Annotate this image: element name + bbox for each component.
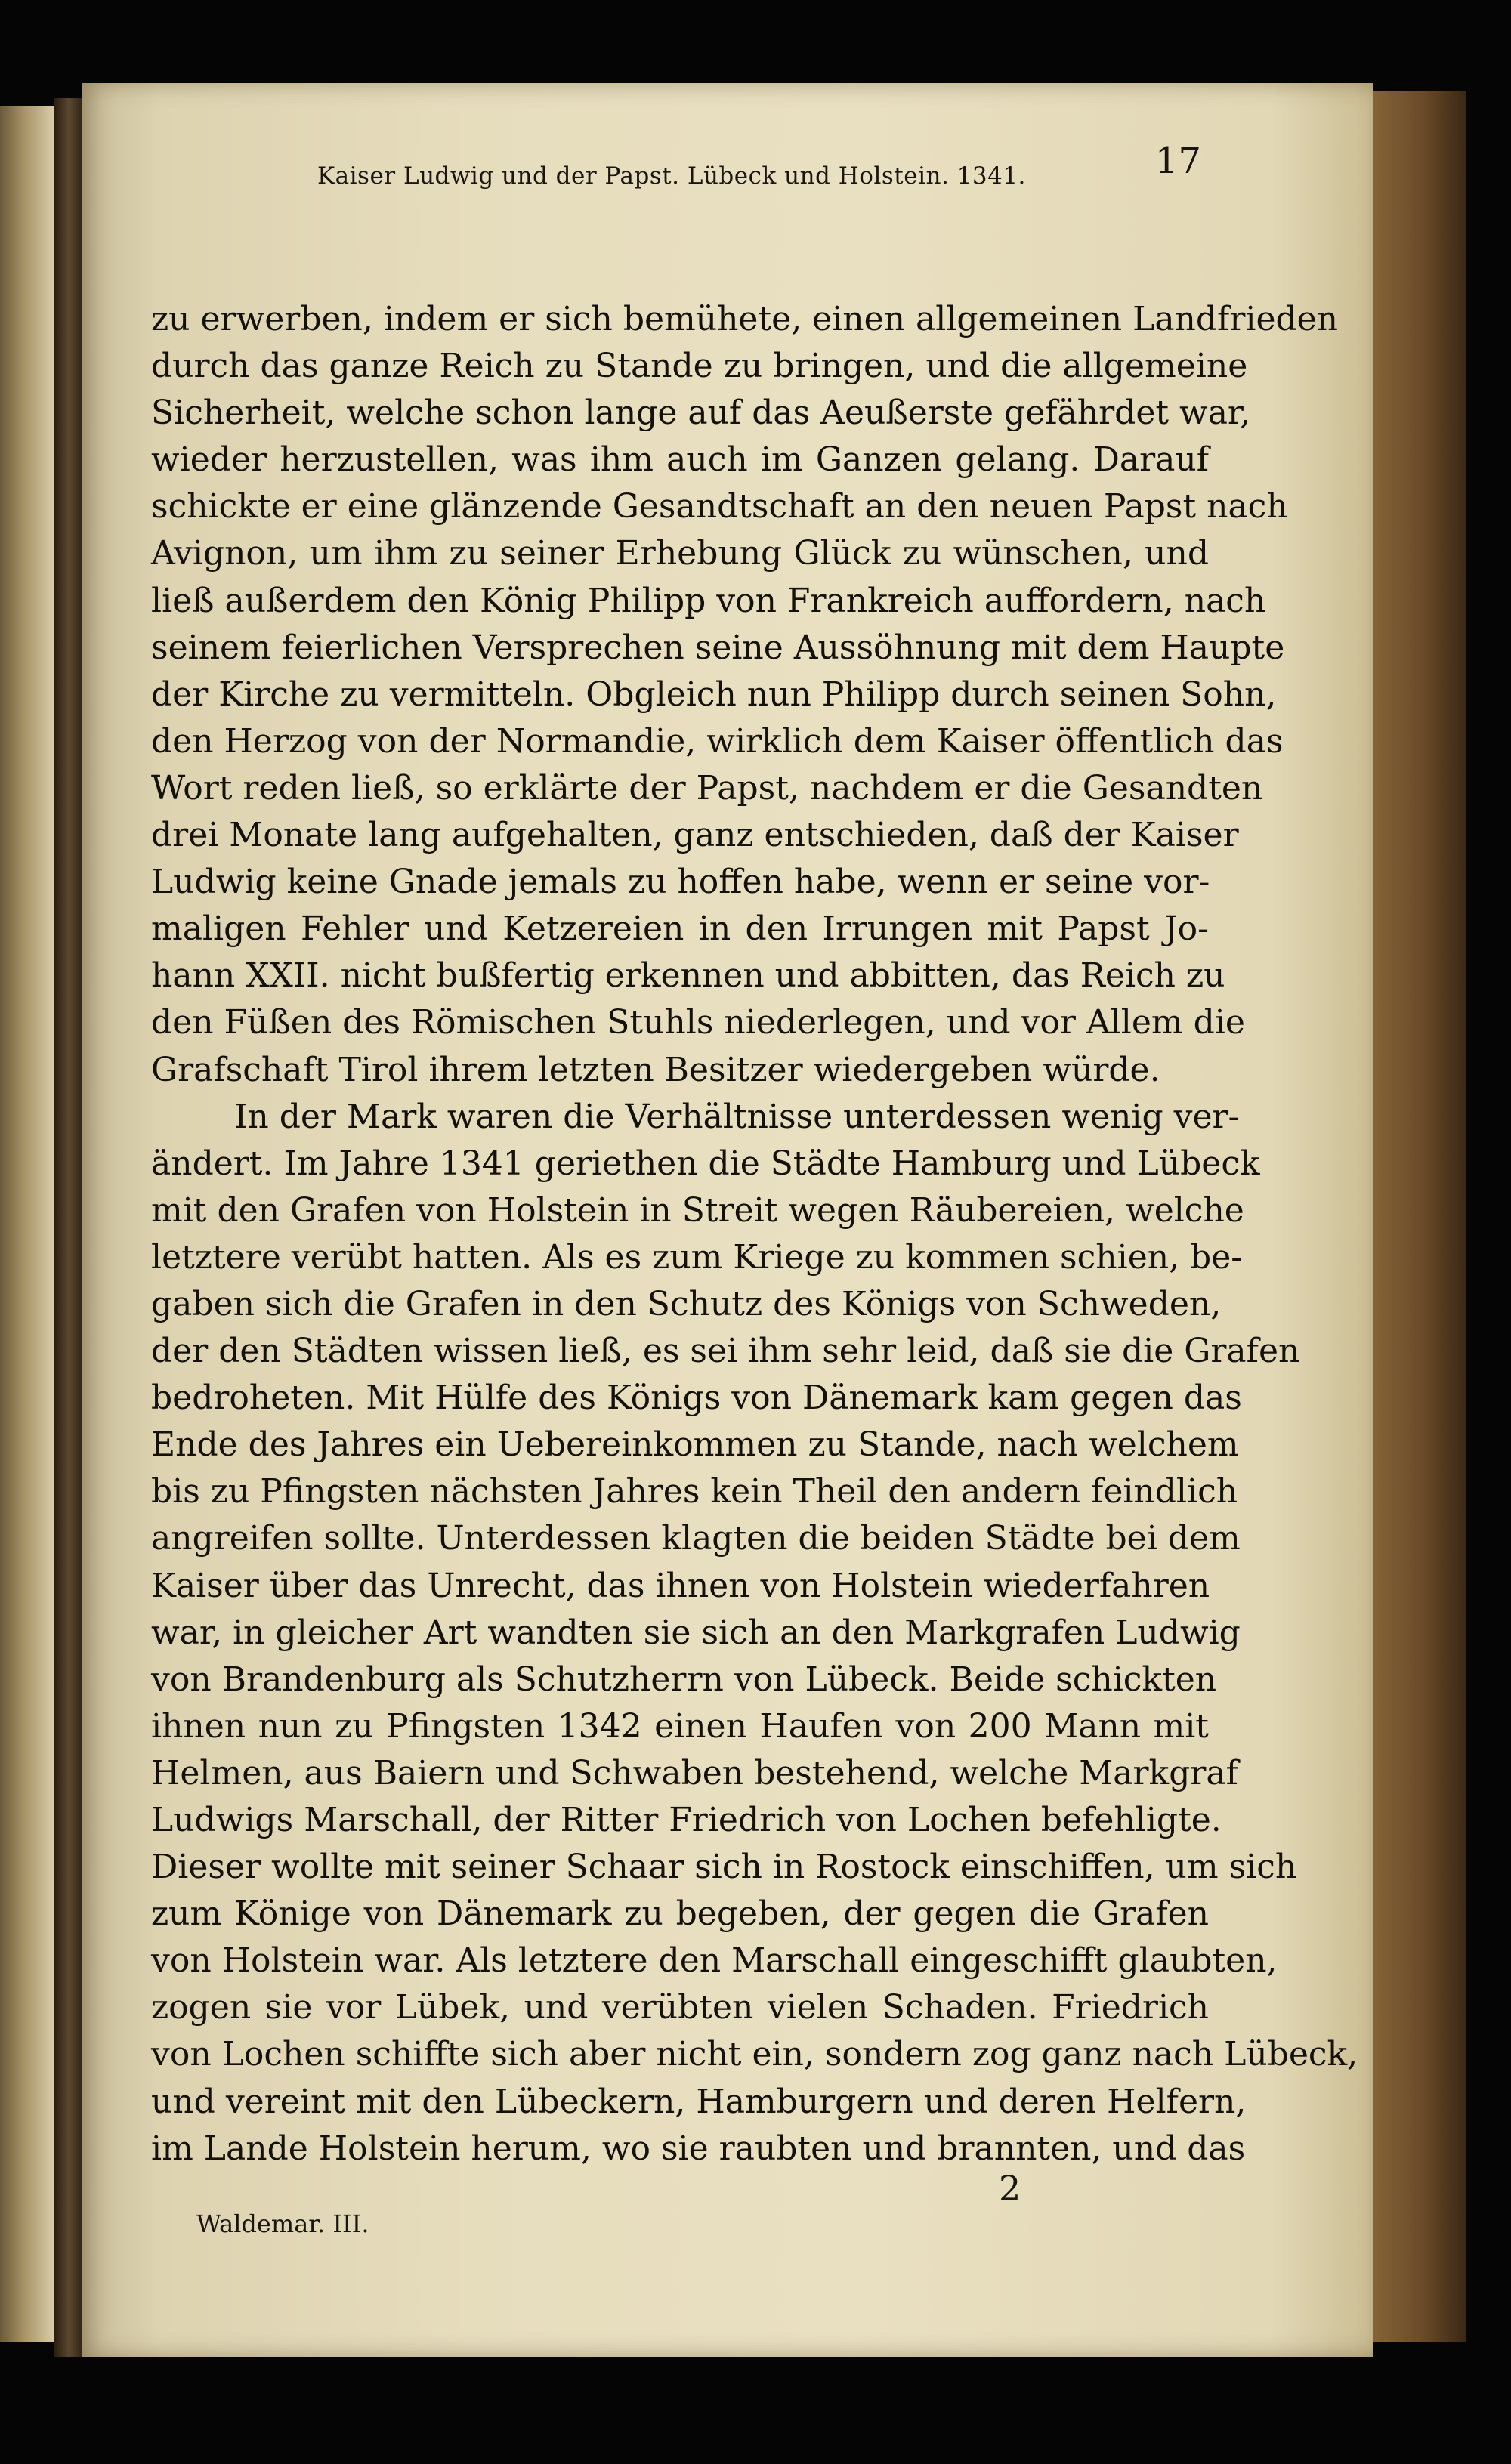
text-line: wieder herzustellen, was ihm auch im Ganzen gelang. Darauf <box>151 440 1209 480</box>
text-line: gaben sich die Grafen in den Schutz des Königs von Schweden, <box>151 1284 1222 1323</box>
text-line: und vereint mit den Lübeckern, Hamburgern und deren Helfern, <box>151 2082 1247 2121</box>
book-gutter <box>54 98 83 2357</box>
text-line: Sicherheit, welche schon lange auf das Aeußerste gefährdet war, <box>151 394 1251 433</box>
text-line-paragraph-end: Grafschaft Tirol ihrem letzten Besitzer wiedergeben würde. <box>151 1050 1160 1089</box>
text-line: zogen sie vor Lübek, und verübten vielen Schaden. Friedrich <box>151 1988 1209 2027</box>
page-number: 17 <box>1154 140 1201 182</box>
text-line: ihnen nun zu Pfingsten 1342 einen Haufen von 200 Mann mit <box>151 1706 1209 1746</box>
text-line: bis zu Pfingsten nächsten Jahres kein Theil den andern feindlich <box>151 1472 1238 1511</box>
text-line: bedroheten. Mit Hülfe des Königs von Dänemark kam gegen das <box>151 1379 1242 1418</box>
text-line: war, in gleicher Art wandten sie sich an den Markgrafen Ludwig <box>151 1613 1241 1652</box>
text-line: Dieser wollte mit seiner Schaar sich in Rostock einschiffen, um sich <box>151 1848 1297 1887</box>
text-line: letztere verübt hatten. Als es zum Kriege zu kommen schien, be- <box>151 1237 1243 1277</box>
text-line: Ludwig keine Gnade jemals zu hoffen habe, wenn er seine vor- <box>151 863 1210 902</box>
text-line: den Füßen des Römischen Stuhls niederlegen, und vor Allem die <box>151 1003 1245 1042</box>
text-line: seinem feierlichen Versprechen seine Aussöhnung mit dem Haupte <box>151 628 1285 667</box>
text-line: maligen Fehler und Ketzereien in den Irrungen mit Papst Jo- <box>151 909 1209 949</box>
text-line: ändert. Im Jahre 1341 geriethen die Städte Hamburg und Lübeck <box>151 1144 1260 1183</box>
text-line: drei Monate lang aufgehalten, ganz entschieden, daß der Kaiser <box>151 816 1239 855</box>
signature-mark: 2 <box>999 2168 1021 2209</box>
text-line: mit den Grafen von Holstein in Streit wegen Räubereien, welche <box>151 1190 1244 1230</box>
text-line: Ludwigs Marschall, der Ritter Friedrich von Lochen befehligte. <box>151 1801 1222 1839</box>
text-line: von Holstein war. Als letztere den Marschall eingeschifft glaubten, <box>151 1941 1278 1981</box>
text-line: Avignon, um ihm zu seiner Erhebung Glück zu wünschen, und <box>151 534 1209 573</box>
text-line: hann XXII. nicht bußfertig erkennen und abbitten, das Reich zu <box>151 956 1225 996</box>
running-head: Kaiser Ludwig und der Papst. Lübeck und Holstein. 1341. <box>317 162 1026 190</box>
body-text <box>151 296 1358 2172</box>
text-line: Kaiser über das Unrecht, das ihnen von Holstein wiederfahren <box>151 1566 1210 1605</box>
text-line: durch das ganze Reich zu Stande zu bringen, und die allgemeine <box>151 347 1248 386</box>
text-line-paragraph-start: In der Mark waren die Verhältnisse unterdessen wenig ver- <box>234 1097 1240 1136</box>
text-line: schickte er eine glänzende Gesandtschaft an den neuen Papst nach <box>151 487 1288 526</box>
text-line: der den Städten wissen ließ, es sei ihm sehr leid, daß sie die Grafen <box>151 1332 1300 1371</box>
page-header <box>249 140 1201 200</box>
text-line: der Kirche zu vermitteln. Obgleich nun Philipp durch seinen Sohn, <box>151 675 1277 714</box>
text-line: von Brandenburg als Schutzherrn von Lübeck. Beide schickten <box>151 1660 1217 1699</box>
text-line: den Herzog von der Normandie, wirklich dem Kaiser öffentlich das <box>151 721 1284 761</box>
text-line: im Lande Holstein herum, wo sie raubten und brannten, und das <box>151 2129 1246 2168</box>
footer-book-title: Waldemar. III. <box>196 2209 369 2238</box>
text-line: zum Könige von Dänemark zu begeben, der gegen die Grafen <box>151 1894 1209 1934</box>
text-line: ließ außerdem den König Philipp von Frankreich auffordern, nach <box>151 581 1266 620</box>
text-line: von Lochen schiffte sich aber nicht ein, sondern zog ganz nach Lübeck, <box>151 2035 1358 2074</box>
book-cover-edge <box>1360 91 1466 2342</box>
text-line: Helmen, aus Baiern und Schwaben bestehend, welche Markgraf <box>151 1753 1238 1792</box>
left-page-edge <box>0 106 54 2342</box>
text-line: Ende des Jahres ein Uebereinkommen zu Stande, nach welchem <box>151 1425 1239 1465</box>
text-line: zu erwerben, indem er sich bemühete, einen allgemeinen Landfrieden <box>151 300 1339 338</box>
text-line: angreifen sollte. Unterdessen klagten die beiden Städte bei dem <box>151 1519 1241 1558</box>
text-line: Wort reden ließ, so erklärte der Papst, nachdem er die Gesandten <box>151 768 1263 807</box>
